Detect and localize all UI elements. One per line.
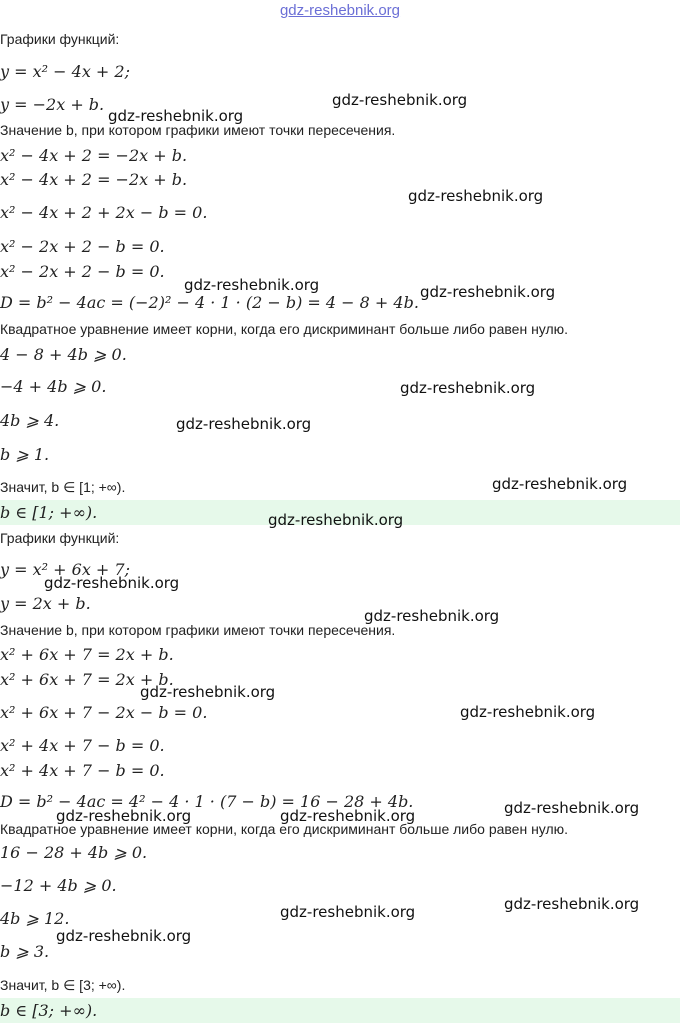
watermark: gdz-reshebnik.org	[492, 475, 628, 493]
inequality-line: −4 + 4b ⩾ 0.	[0, 377, 107, 396]
discriminant-line: D = b² − 4ac = (−2)² − 4 · 1 · (2 − b) = 4 − 8 + 4b.	[0, 293, 419, 312]
watermark: gdz-reshebnik.org	[108, 107, 244, 125]
watermark: gdz-reshebnik.org	[504, 895, 640, 913]
watermark: gdz-reshebnik.org	[364, 607, 500, 625]
equation-line: x² + 4x + 7 − b = 0.	[0, 736, 165, 755]
site-header-link[interactable]: gdz-reshebnik.org	[279, 2, 401, 19]
inequality-line: 4b ⩾ 4.	[0, 411, 60, 430]
watermark: gdz-reshebnik.org	[184, 276, 320, 294]
equation-line: x² − 4x + 2 = −2x + b.	[0, 146, 188, 165]
watermark: gdz-reshebnik.org	[280, 903, 416, 921]
watermark: gdz-reshebnik.org	[504, 799, 640, 817]
discriminant-line: D = b² − 4ac = 4² − 4 · 1 · (7 − b) = 16 − 28 + 4b.	[0, 792, 414, 811]
equation-line: x² − 2x + 2 − b = 0.	[0, 237, 165, 256]
function-1: y = x² + 6x + 7;	[0, 560, 130, 579]
equation-line: x² − 4x + 2 + 2x − b = 0.	[0, 203, 208, 222]
function-2: y = −2x + b.	[0, 95, 105, 114]
equation-line: x² + 6x + 7 = 2x + b.	[0, 645, 174, 664]
watermark: gdz-reshebnik.org	[56, 927, 192, 945]
equation-line: x² − 2x + 2 − b = 0.	[0, 262, 165, 281]
watermark: gdz-reshebnik.org	[408, 187, 544, 205]
equation-line: x² + 6x + 7 = 2x + b.	[0, 670, 174, 689]
conclusion-text: Значит, b ∈ [3; +∞).	[0, 977, 126, 993]
function-1: y = x² − 4x + 2;	[0, 62, 130, 81]
conclusion-text: Значит, b ∈ [1; +∞).	[0, 479, 126, 495]
watermark: gdz-reshebnik.org	[460, 703, 596, 721]
inequality-line: b ⩾ 1.	[0, 445, 50, 464]
equation-line: x² + 6x + 7 − 2x − b = 0.	[0, 703, 208, 722]
rule-text: Квадратное уравнение имеет корни, когда его дискриминант больше либо равен нулю.	[0, 321, 569, 337]
watermark: gdz-reshebnik.org	[56, 807, 192, 825]
equation-line: x² − 4x + 2 = −2x + b.	[0, 170, 188, 189]
answer-text: b ∈ [3; +∞).	[0, 1001, 98, 1020]
answer-text: b ∈ [1; +∞).	[0, 503, 98, 522]
condition-text: Значение b, при котором графики имеют точки пересечения.	[0, 122, 396, 138]
rule-text: Квадратное уравнение имеет корни, когда его дискриминант больше либо равен нулю.	[0, 821, 569, 837]
inequality-line: −12 + 4b ⩾ 0.	[0, 876, 117, 895]
watermark: gdz-reshebnik.org	[268, 511, 404, 529]
inequality-line: 4b ⩾ 12.	[0, 909, 70, 928]
watermark: gdz-reshebnik.org	[332, 91, 468, 109]
inequality-line: 16 − 28 + 4b ⩾ 0.	[0, 843, 148, 862]
function-2: y = 2x + b.	[0, 594, 91, 613]
section-title: Графики функций:	[0, 31, 120, 47]
equation-line: x² + 4x + 7 − b = 0.	[0, 761, 165, 780]
condition-text: Значение b, при котором графики имеют точки пересечения.	[0, 622, 396, 638]
inequality-line: 4 − 8 + 4b ⩾ 0.	[0, 345, 127, 364]
watermark: gdz-reshebnik.org	[420, 283, 556, 301]
watermark: gdz-reshebnik.org	[280, 807, 416, 825]
section-title: Графики функций:	[0, 530, 120, 546]
watermark: gdz-reshebnik.org	[140, 683, 276, 701]
answer-box	[0, 998, 680, 1023]
watermark: gdz-reshebnik.org	[176, 415, 312, 433]
inequality-line: b ⩾ 3.	[0, 942, 50, 961]
watermark: gdz-reshebnik.org	[400, 379, 536, 397]
watermark: gdz-reshebnik.org	[44, 574, 180, 592]
